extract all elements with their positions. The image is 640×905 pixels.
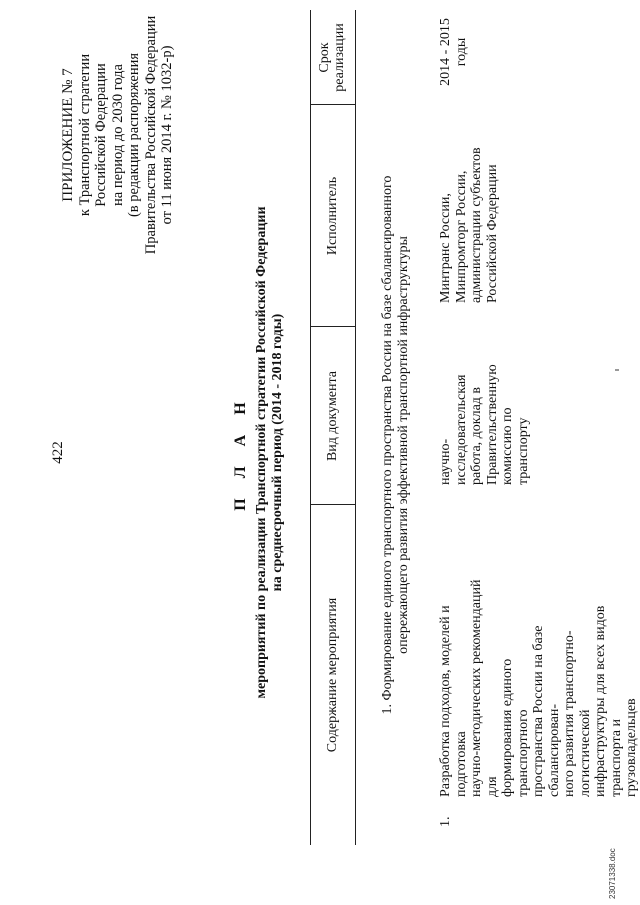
row-executor-line: Российской Федерации — [484, 164, 500, 303]
section-title-line: опережающего развития эффективной транспортной инфраструктуры — [395, 236, 411, 654]
row-executor-line: Минтранс России, — [438, 193, 453, 303]
scan-speck — [615, 369, 619, 371]
appendix-line: Правительства Российской Федерации — [142, 15, 159, 255]
table-header-border — [355, 10, 356, 845]
row-content-line: Разработка подходов, моделей и подготовка — [438, 605, 469, 797]
page-number: 422 — [50, 441, 66, 464]
plan-subtitle-line: мероприятий по реализации Транспортной стратегии Российской Федерации — [254, 206, 269, 699]
row-doc-type-line: Правительственную — [484, 364, 500, 485]
row-doc-type-line: комиссию по — [500, 407, 515, 485]
row-term-line: 2014 - 2015 — [438, 18, 453, 86]
row-content — [438, 575, 640, 797]
row-content-line: формирования единого транспортного — [500, 658, 531, 797]
row-number: 1. — [438, 816, 453, 827]
row-content-line: грузовладельцев — [624, 698, 639, 797]
appendix-line: к Транспортной стратегии — [76, 53, 93, 217]
appendix-header — [60, 5, 176, 265]
plan-subtitle — [254, 0, 286, 905]
row-content-line: пространства России на базе сбалансирован- — [531, 625, 562, 797]
header-term-line: Срок — [317, 42, 332, 73]
row-content-line: научно-методических рекомендаций для — [469, 579, 500, 797]
appendix-line: Российской Федерации — [93, 63, 109, 207]
row-doc-type-line: научно- — [438, 438, 453, 485]
header-term-line: реализации — [332, 23, 347, 92]
row-term-line: годы — [453, 37, 469, 67]
plan-subtitle-line: на среднесрочный период (2014 - 2018 годы) — [270, 313, 285, 592]
row-term — [438, 7, 469, 97]
row-doc-type-line: работа, доклад в — [469, 386, 484, 485]
section-title — [380, 125, 411, 765]
header-doc-type: Вид документа — [325, 370, 340, 462]
row-executor — [438, 93, 500, 303]
row-content-line: инфраструктуры для всех видов транспорта и — [593, 605, 624, 797]
appendix-line: (в редакции распоряжения — [126, 52, 142, 218]
row-doc-type — [438, 315, 531, 485]
header-executor: Исполнитель — [325, 176, 340, 256]
file-mark: 23071338.doc — [608, 848, 617, 899]
plan-title: П Л А Н — [232, 394, 249, 511]
appendix-line: на период до 2030 года — [109, 64, 126, 206]
section-title-line: 1. Формирование единого транспортного пространства России на базе сбалансированного — [380, 175, 395, 715]
row-doc-type-line: транспорту — [515, 417, 531, 485]
table-top-border — [310, 10, 311, 845]
row-executor-line: администрации субъектов — [469, 147, 484, 303]
appendix-line: от 11 июня 2014 г. № 1032-р) — [159, 45, 175, 225]
row-content-line: ного развития транспортно-логистической — [562, 630, 593, 797]
row-doc-type-line: исследовательская — [453, 374, 469, 485]
appendix-line: ПРИЛОЖЕНИЕ № 7 — [60, 68, 76, 202]
header-term — [317, 10, 347, 105]
header-content: Содержание мероприятия — [325, 597, 340, 753]
row-executor-line: Минпромторг России, — [453, 170, 469, 303]
